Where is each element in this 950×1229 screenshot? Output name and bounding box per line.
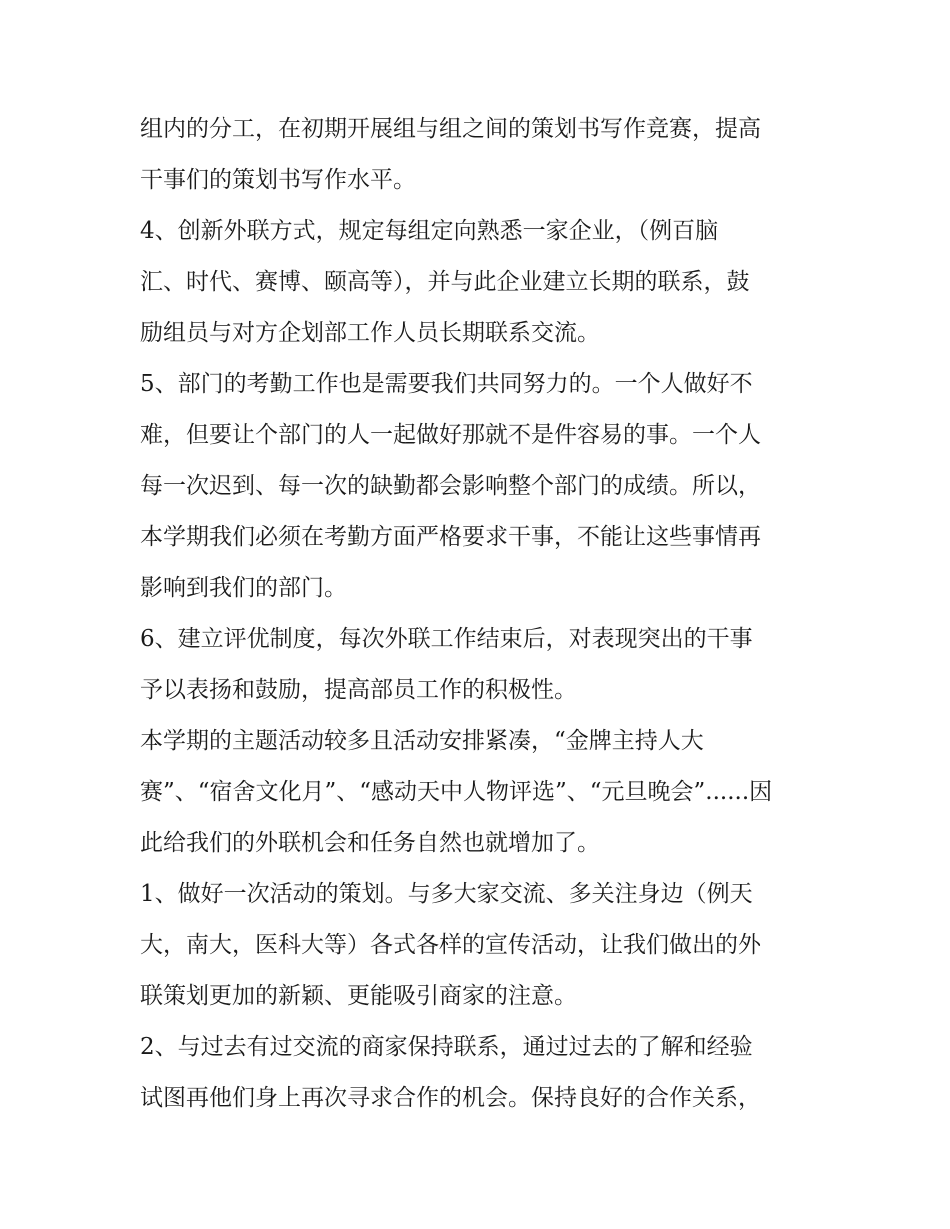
text-line: 本学期的主题活动较多且活动安排紧凑，“金牌主持人大 (140, 728, 704, 754)
text-line: 汇、时代、赛博、颐高等），并与此企业建立长期的联系，鼓 (140, 269, 750, 295)
document-body (140, 104, 820, 1124)
text-line: 赛”、“宿舍文化月”、“感动天中人物评选”、“元旦晚会”......因 (140, 779, 773, 805)
text-line: 本学期我们必须在考勤方面严格要求干事，不能让这些事情再 (140, 524, 761, 550)
text-line: 5、部门的考勤工作也是需要我们共同努力的。一个人做好不 (140, 371, 753, 397)
text-line: 联策划更加的新颖、更能吸引商家的注意。 (140, 983, 577, 1009)
text-line: 组内的分工，在初期开展组与组之间的策划书写作竞赛，提高 (140, 116, 761, 142)
text-line: 干事们的策划书写作水平。 (140, 167, 416, 193)
text-line: 1、做好一次活动的策划。与多大家交流、多关注身边（例天 (140, 881, 753, 907)
text-line: 试图再他们身上再次寻求合作的机会。保持良好的合作关系， (140, 1085, 761, 1111)
text-line: 难，但要让个部门的人一起做好那就不是件容易的事。一个人 (140, 422, 761, 448)
text-line: 大，南大，医科大等）各式各样的宣传活动，让我们做出的外 (140, 932, 761, 958)
text-line: 每一次迟到、每一次的缺勤都会影响整个部门的成绩。所以， (140, 473, 761, 499)
text-line: 6、建立评优制度，每次外联工作结束后，对表现突出的干事 (140, 626, 753, 652)
text-line: 4、创新外联方式，规定每组定向熟悉一家企业，（例百脑 (140, 218, 719, 244)
text-line: 予以表扬和鼓励，提高部员工作的积极性。 (140, 677, 577, 703)
text-line: 励组员与对方企划部工作人员长期联系交流。 (140, 320, 600, 346)
text-line: 此给我们的外联机会和任务自然也就增加了。 (140, 830, 600, 856)
text-line: 2、与过去有过交流的商家保持联系，通过过去的了解和经验 (140, 1034, 753, 1060)
text-line: 影响到我们的部门。 (140, 575, 347, 601)
